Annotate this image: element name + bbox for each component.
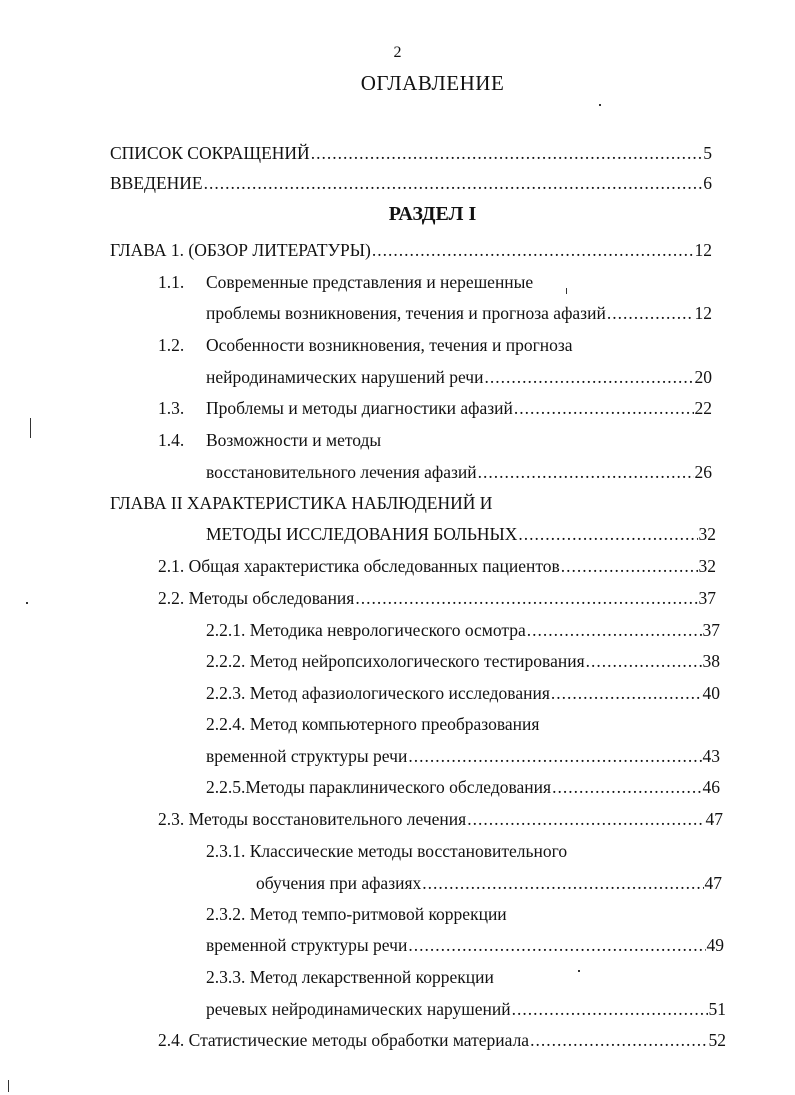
scan-speck [566,288,567,294]
entry-page: 37 [698,588,716,608]
entry-page: 20 [694,367,712,387]
toc-entry-s1-3 [206,396,712,420]
entry-page: 37 [702,620,720,640]
entry-page: 49 [706,935,724,955]
toc-entry-s2-3-1 [256,871,722,895]
entry-text: проблемы возникновения, течения и прогноза афазий [206,303,606,323]
entry-page: 52 [708,1030,726,1050]
entry-text: ВВЕДЕНИЕ [110,173,203,193]
entry-page: 22 [694,398,712,418]
entry-page: 47 [704,873,722,893]
toc-entry-s1-4 [206,460,712,484]
entry-text: 2.4. Статистические методы обработки материала [158,1030,530,1050]
entry-text: восстановительного лечения афазий [206,462,477,482]
entry-text: речевых нейродинамических нарушений [206,999,511,1019]
toc-entry-s2-3 [158,807,723,831]
entry-text: 2.2.2. Метод нейропсихологического тестирования [206,651,585,671]
entry-text: обучения при афазиях [256,873,422,893]
toc-entry-s2-3-1-line1: 2.3.1. Классические методы восстановительного [206,841,568,861]
scan-speck [578,970,580,972]
scan-speck [26,602,28,604]
entry-text: СПИСОК СОКРАЩЕНИЙ [110,143,310,163]
entry-text: нейродинамических нарушений речи [206,367,484,387]
toc-entry-s2-3-2 [206,933,724,957]
entry-number: 1.4. [158,430,185,450]
entry-page: 40 [702,683,720,703]
toc-entry-s2-4 [158,1028,726,1052]
entry-page: 47 [705,809,723,829]
toc-entry-s2-2-1 [206,618,720,642]
scan-speck [8,1080,9,1092]
entry-text: МЕТОДЫ ИССЛЕДОВАНИЯ БОЛЬНЫХ [206,524,518,544]
entry-page: 38 [702,651,720,671]
entry-page: 46 [702,777,720,797]
entry-page: 12 [694,240,712,260]
entry-text: 2.2.1. Методика неврологического осмотра [206,620,526,640]
entry-text: Проблемы и методы диагностики афазий [206,398,513,418]
entry-text: временной структуры речи [206,746,408,766]
entry-page: 5 [703,143,712,163]
toc-entry-s1-2 [206,365,712,389]
entry-text: ГЛАВА 1. (ОБЗОР ЛИТЕРАТУРЫ) [110,240,371,260]
entry-page: 32 [698,524,716,544]
toc-entry-ch1 [110,238,712,262]
toc-entry-s2-3-3 [206,997,726,1021]
section-heading: РАЗДЕЛ I [388,203,477,225]
entry-number: 1.2. [158,335,185,355]
toc-entry-s2-2-3 [206,681,720,705]
toc-entry-s2-2-2 [206,649,720,673]
entry-page: 6 [703,173,712,193]
toc-entry-s2-3-3-line1: 2.3.3. Метод лекарственной коррекции [206,967,494,987]
toc-entry-s2-2-4-line1: 2.2.4. Метод компьютерного преобразования [206,714,540,734]
entry-page: 32 [698,556,716,576]
entry-text: 2.2. Методы обследования [158,588,355,608]
toc-entry-abbrev [110,141,712,165]
page-number: 2 [393,44,402,61]
entry-text: 2.2.3. Метод афазиологического исследования [206,683,550,703]
toc-entry-s1-2-line1: Особенности возникновения, течения и прогноза [206,335,573,355]
toc-entry-ch2 [206,522,716,546]
entry-page: 43 [702,746,720,766]
entry-page: 51 [708,999,726,1019]
toc-entry-s1-4-line1: Возможности и методы [206,430,382,450]
scan-speck [30,418,31,438]
toc-entry-ch2-line1: ГЛАВА II ХАРАКТЕРИСТИКА НАБЛЮДЕНИЙ И [110,493,493,513]
toc-title: ОГЛАВЛЕНИЕ [360,71,505,95]
entry-text: временной структуры речи [206,935,408,955]
scan-speck [599,104,601,106]
toc-entry-s2-3-2-line1: 2.3.2. Метод темпо-ритмовой коррекции [206,904,507,924]
entry-text: 2.3. Методы восстановительного лечения [158,809,467,829]
toc-entry-s1-1-line1: Современные представления и нерешенные [206,272,534,292]
toc-entry-intro [110,171,712,195]
toc-entry-s2-1 [158,554,716,578]
entry-page: 12 [694,303,712,323]
toc-entry-s1-1 [206,301,712,325]
toc-entry-s2-2-5 [206,775,720,799]
entry-page: 26 [694,462,712,482]
entry-number: 1.3. [158,398,185,418]
entry-text: 2.2.5.Методы параклинического обследования [206,777,552,797]
entry-number: 1.1. [158,272,185,292]
entry-text: 2.1. Общая характеристика обследованных пациентов [158,556,560,576]
toc-entry-s2-2-4 [206,744,720,768]
toc-entry-s2-2 [158,586,716,610]
